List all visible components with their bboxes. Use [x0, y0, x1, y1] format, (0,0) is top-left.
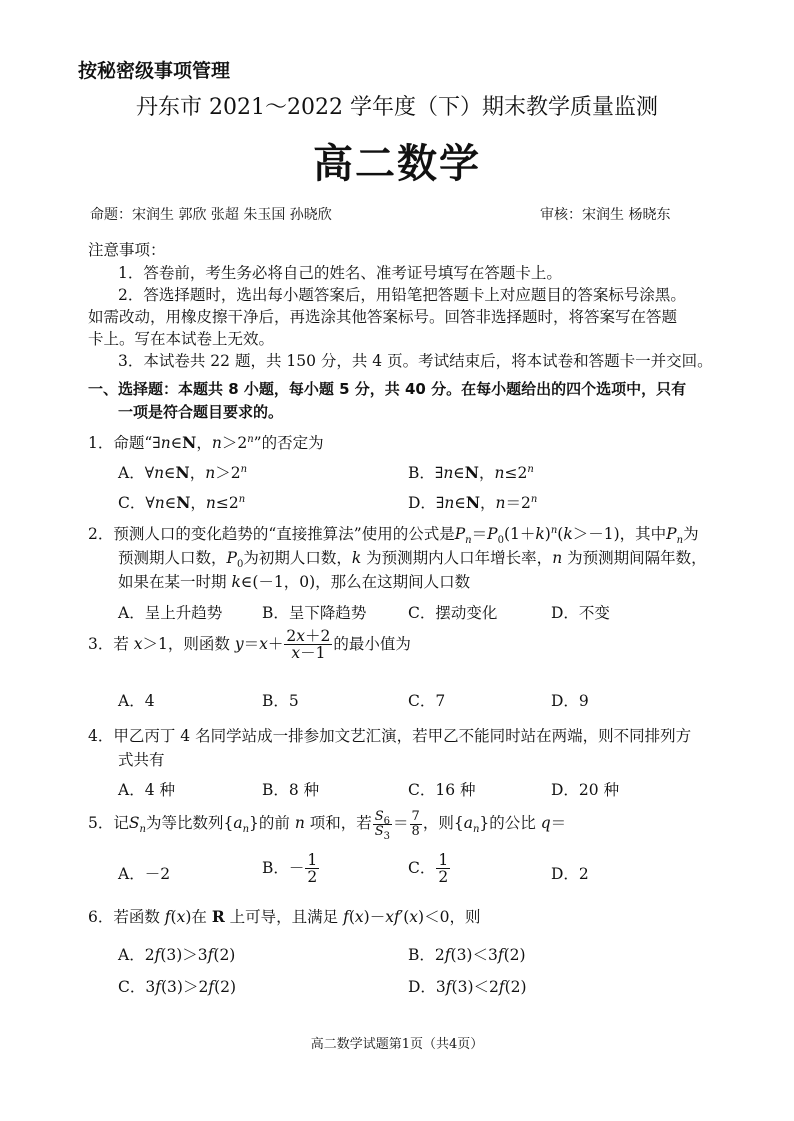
section-1-heading-line-2: 一项是符合题目要求的。: [118, 403, 284, 421]
question-3-option-a: A．4: [118, 692, 155, 710]
question-1-option-d: D．∃n∈N，$n=2^n$: [408, 493, 538, 512]
notes-item-3: 3．本试卷共 22 题，共 150 分，共 4 页。考试结束后，将本试卷和答题卡一并交回。: [118, 352, 713, 370]
notes-item-2-line-2: 如需改动，用橡皮擦干净后，再选涂其他答案标号。回答非选择题时，将答案写在答题: [88, 308, 678, 326]
question-5-option-c: C． $\frac{1}{2}$: [408, 851, 449, 887]
question-6-option-c: C．3f(3)＞2f(2): [118, 978, 237, 996]
question-3-stem: 3．若 x＞1，则函数 y＝x＋ $\frac{2x+2}{x-1}$ 的最小值为: [88, 627, 411, 663]
question-2-stem-line-3: 如果在某一时期 k∈(－1，0)，那么在这期间人口数: [118, 573, 471, 591]
question-4-option-a: A．4 种: [118, 781, 175, 799]
question-1-option-b: B．∃n∈N，$n\le 2^n$: [408, 463, 534, 482]
question-6-option-b: B．2f(3)＜3f(2): [408, 946, 526, 964]
question-4-option-c: C．16 种: [408, 781, 476, 799]
page-footer: 高二数学试题第1页（共4页）: [310, 1037, 484, 1052]
question-5-option-a: A．－2: [118, 865, 171, 883]
question-2-option-d: D．不变: [551, 604, 610, 622]
question-3-option-c: C．7: [408, 692, 446, 710]
question-3-fraction: $\frac{2x+2}{x-1}$: [286, 627, 331, 663]
section-1-heading-line-1: 一、选择题：本题共 8 小题，每小题 5 分，共 40 分。在每小题给出的四个选项中，只有: [88, 380, 687, 398]
notes-item-2-line-3: 卡上。写在本试卷上无效。: [88, 330, 275, 348]
notes-item-1: 1．答卷前，考生务必将自己的姓名、准考证号填写在答题卡上。: [118, 264, 562, 282]
question-1-option-a: A．∀n∈N，$n>2^n$: [118, 463, 248, 482]
authors-line: 命题：宋润生 郭欣 张超 朱玉国 孙晓欣: [90, 207, 332, 223]
question-6-option-a: A．2f(3)＞3f(2): [118, 946, 236, 964]
question-4-option-b: B．8 种: [262, 781, 320, 799]
question-3-option-b: B．5: [262, 692, 299, 710]
exam-title: 丹东市 2021～2022 学年度（下）期末教学质量监测: [136, 95, 658, 120]
question-4-stem-line-2: 式共有: [118, 751, 165, 769]
question-5-stem: 5．记$S_n$为等比数列$\{a_n\}$的前 n 项和，若 $\frac{S_6}{S_3}$ ＝ $\frac{7}{8}$ ，则$\{a_n\}$的公比 q＝: [88, 809, 567, 842]
question-6-option-d: D．3f(3)＜2f(2): [408, 978, 527, 996]
subject-title: 高二数学: [313, 141, 481, 187]
reviewers-line: 审核：宋润生 杨晓东: [540, 207, 671, 223]
question-2-option-b: B．呈下降趋势: [262, 604, 367, 622]
question-5-option-b: B．－ $\frac{1}{2}$: [262, 851, 318, 887]
question-5-fraction-value: $\frac{7}{8}$: [411, 809, 420, 839]
notes-title: 注意事项：: [88, 241, 166, 259]
question-1-option-c: C．∀n∈N，$n\le 2^n$: [118, 493, 246, 512]
question-3-option-d: D．9: [551, 692, 589, 710]
question-2-option-a: A．呈上升趋势: [118, 604, 223, 622]
question-1-stem: 1．命题“∃n∈N，$n>2^n$”的否定为: [88, 433, 324, 452]
question-4-stem-line-1: 4．甲乙丙丁 4 名同学站成一排参加文艺汇演，若甲乙不能同时站在两端，则不同排列方: [88, 727, 692, 745]
notes-item-2-line-1: 2．答选择题时，选出每小题答案后，用铅笔把答题卡上对应题目的答案标号涂黑。: [118, 286, 686, 304]
question-5-fraction-ratio: $\frac{S_6}{S_3}$: [374, 809, 391, 842]
secret-label: 按秘密级事项管理: [78, 60, 231, 82]
question-5-option-d: D．2: [551, 865, 589, 883]
question-4-option-d: D．20 种: [551, 781, 620, 799]
question-2-option-c: C．摆动变化: [408, 604, 498, 622]
question-6-stem: 6．若函数 f(x)在 R 上可导，且满足 f(x)－xf′(x)＜0，则: [88, 907, 481, 926]
question-2-stem-line-2: 预测期人口数，$P_0$为初期人口数，k 为预测期内人口年增长率，n 为预测期间隔年数，: [118, 549, 707, 570]
question-2-stem-line-1: 2．预测人口的变化趋势的“直接推算法”使用的公式是$P_n=P_0(1+k)^n(k>-1)$，其中$P_n$为: [88, 525, 699, 546]
